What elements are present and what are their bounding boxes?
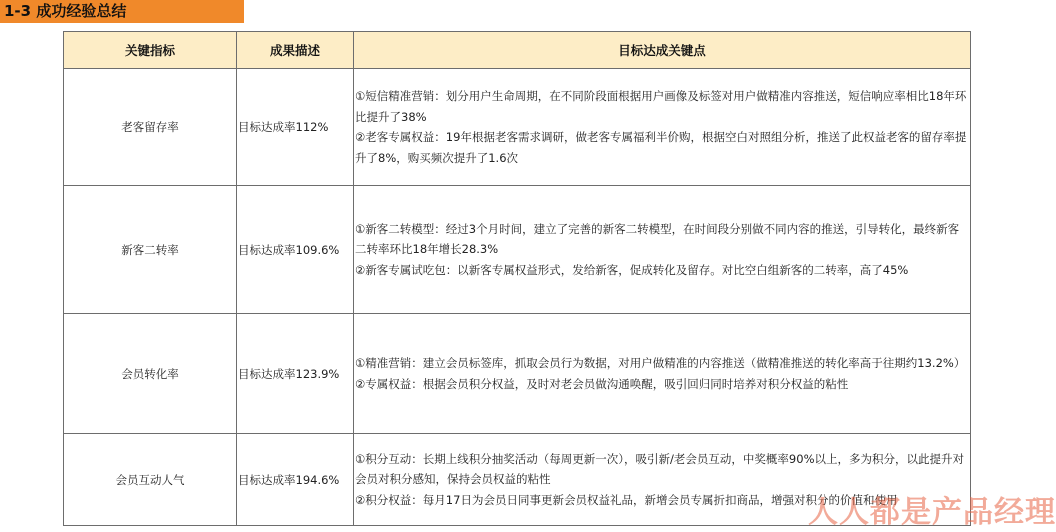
key-point: ①精准营销：建立会员标签库，抓取会员行为数据，对用户做精准的内容推送（做精准推送的转化率高于往期约13.2%）: [355, 356, 966, 370]
key-points-cell: [354, 69, 971, 186]
header-key-points: 目标达成关键点: [354, 32, 971, 69]
key-point: ②专属权益：根据会员积分权益，及时对老会员做沟通唤醒，吸引回归同时培养对积分权益的粘性: [355, 376, 849, 391]
result-cell: 目标达成率123.9%: [237, 314, 354, 434]
key-points-cell: [354, 186, 971, 314]
result-cell: 目标达成率112%: [237, 69, 354, 186]
header-result: 成果描述: [237, 32, 354, 69]
result-cell: 目标达成率109.6%: [237, 186, 354, 314]
key-point: ②老客专属权益：19年根据老客需求调研，做老客专属福利半价购，根据空白对照组分析，推送了此权益老客的留存率提升了8%，购买频次提升了1.6次: [355, 130, 967, 165]
metric-cell: 新客二转率: [64, 186, 237, 314]
key-point: ①短信精准营销：划分用户生命周期，在不同阶段面根据用户画像及标签对用户做精准内容推送，短信响应率相比18年环比提升了38%: [355, 89, 967, 124]
table-row: [64, 314, 971, 434]
key-point: ①积分互动：长期上线积分抽奖活动（每周更新一次），吸引新/老会员互动，中奖概率90%以上，多为积分，以此提升对会员对积分感知，保持会员权益的粘性: [355, 451, 964, 487]
table-row: [64, 69, 971, 186]
watermark-logo: 人人都是产品经理: [808, 495, 1056, 530]
key-point: ②新客专属试吃包：以新客专属权益形式，发给新客，促成转化及留存。对比空白组新客的二转率，高了45%: [355, 262, 909, 277]
metric-cell: 会员转化率: [64, 314, 237, 434]
result-cell: 目标达成率194.6%: [237, 434, 354, 526]
table-row: [64, 186, 971, 314]
success-summary-table: [63, 31, 971, 526]
section-title: 1-3 成功经验总结: [0, 0, 244, 23]
metric-cell: 老客留存率: [64, 69, 237, 186]
key-points-cell: [354, 314, 971, 434]
header-metric: 关键指标: [64, 32, 237, 69]
key-point: ②积分权益：每月17日为会员日同事更新会员权益礼品，新增会员专属折扣商品，增强对积分的价值和使用: [355, 492, 898, 507]
table-header-row: [64, 32, 971, 69]
key-point: ①新客二转模型：经过3个月时间，建立了完善的新客二转模型，在时间段分别做不同内容的推送，引导转化，最终新客二转率环比18年增长28.3%: [355, 221, 960, 257]
metric-cell: 会员互动人气: [64, 434, 237, 526]
